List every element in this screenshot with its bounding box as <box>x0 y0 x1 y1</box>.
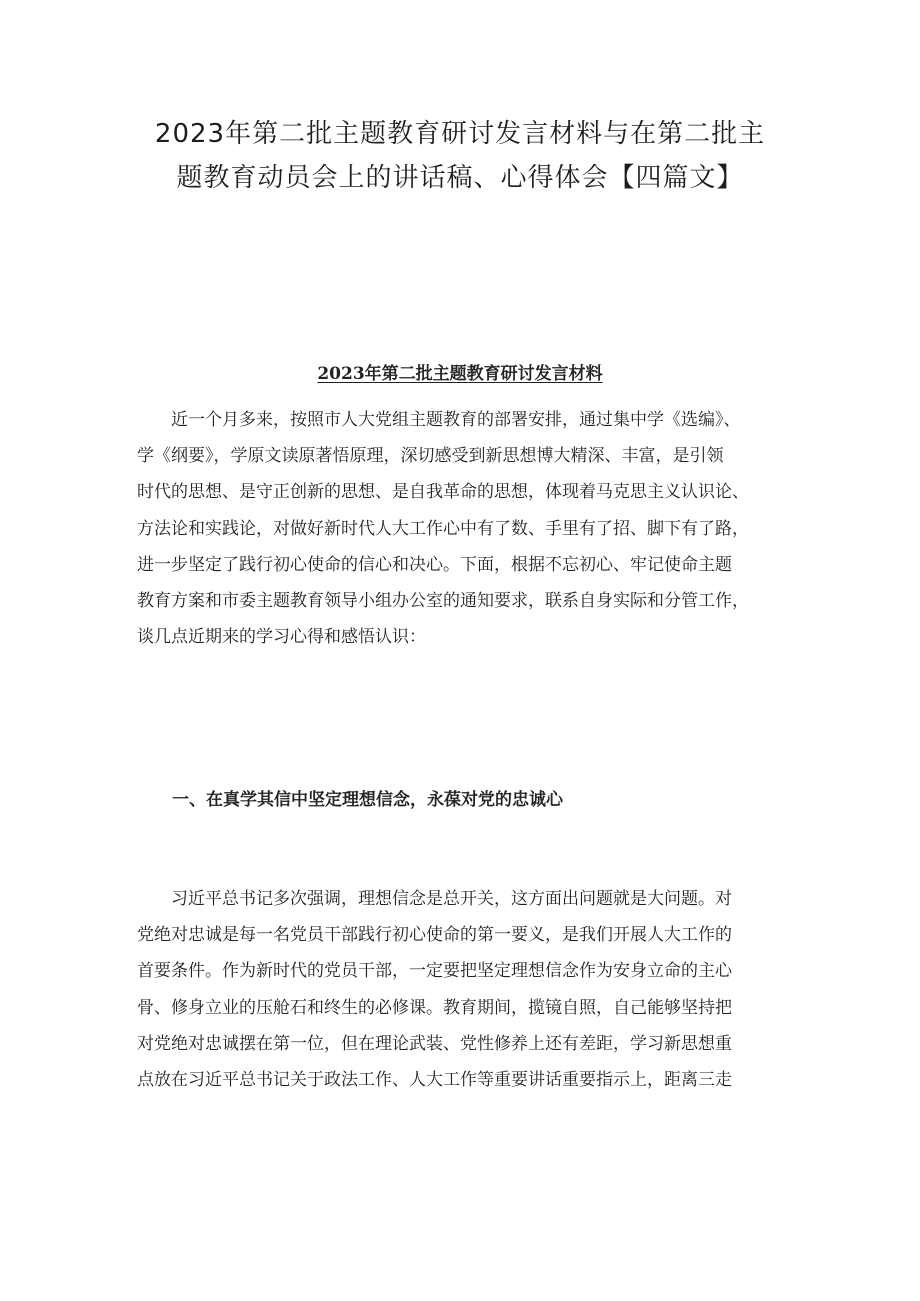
document-title <box>0 112 920 200</box>
paragraph-line: 近一个月多来，按照市人大党组主题教育的部署安排，通过集中学《选编》、 <box>137 410 741 430</box>
document-title-line: 2023年第二批主题教育研讨发言材料与在第二批主 <box>154 119 766 149</box>
paragraph-line: 骨、修身立业的压舱石和终生的必修课。教育期间，揽镜自照，自己能够坚持把 <box>137 997 732 1018</box>
paragraph-line: 党绝对忠诚是每一名党员干部践行初心使命的第一要义，是我们开展人大工作的 <box>137 925 732 946</box>
paragraph-line: 学《纲要》，学原文读原著悟原理，深切感受到新思想博大精深、丰富，是引领 <box>137 446 724 467</box>
paragraph-line: 谈几点近期来的学习心得和感悟认识： <box>137 627 426 648</box>
paragraph-line: 进一步坚定了践行初心使命的信心和决心。下面，根据不忘初心、牢记使命主题 <box>137 554 732 575</box>
intro-paragraph <box>137 402 797 655</box>
body-paragraph <box>137 881 797 1098</box>
paragraph-line: 教育方案和市委主题教育领导小组办公室的通知要求，联系自身实际和分管工作， <box>137 590 749 611</box>
section-heading-1: 一、在真学其信中坚定理想信念，永葆对党的忠诚心 <box>172 790 563 810</box>
paragraph-line: 方法论和实践论，对做好新时代人大工作心中有了数、手里有了招、脚下有了路， <box>137 518 749 539</box>
paragraph-line: 习近平总书记多次强调，理想信念是总开关，这方面出问题就是大问题。对 <box>137 889 732 909</box>
paragraph-line: 点放在习近平总书记关于政法工作、人大工作等重要讲话重要指示上，距离三走 <box>137 1069 732 1090</box>
document-title-line: 题教育动员会上的讲话稿、心得体会【四篇文】 <box>176 163 744 193</box>
paragraph-line: 首要条件。作为新时代的党员干部，一定要把坚定理想信念作为安身立命的主心 <box>137 961 732 982</box>
paragraph-line: 对党绝对忠诚摆在第一位，但在理论武装、党性修养上还有差距，学习新思想重 <box>137 1033 732 1054</box>
section-title: 2023年第二批主题教育研讨发言材料 <box>317 364 603 384</box>
paragraph-line: 时代的思想、是守正创新的思想、是自我革命的思想，体现着马克思主义认识论、 <box>137 482 749 503</box>
